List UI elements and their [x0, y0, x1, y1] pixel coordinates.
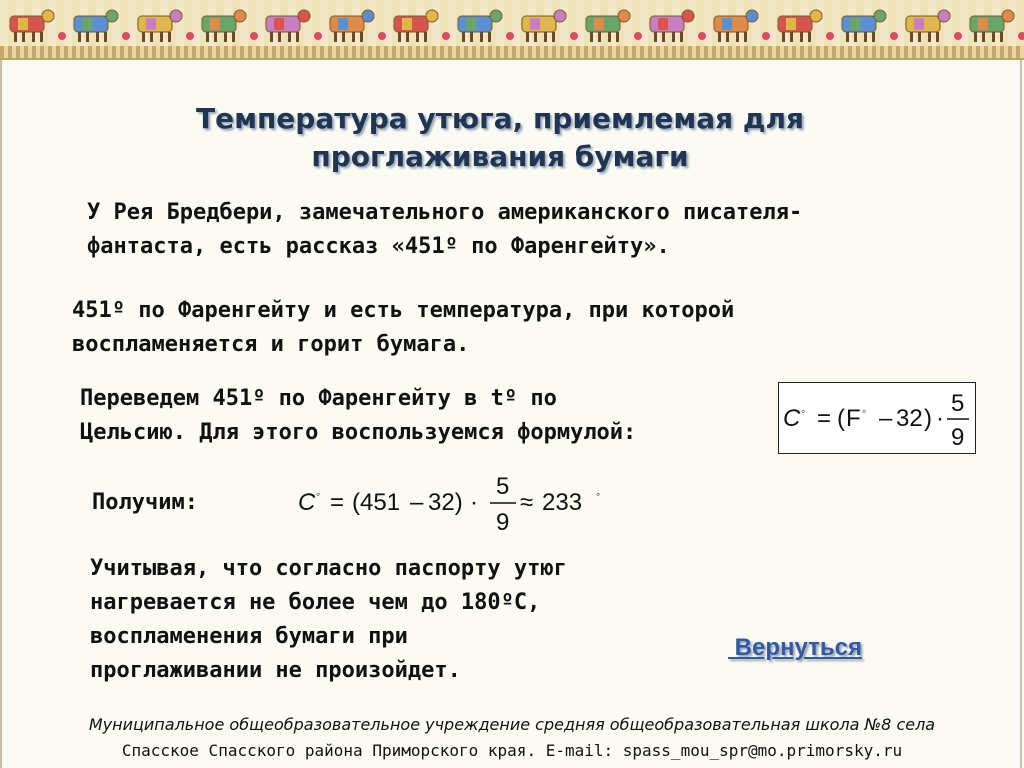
- footer: [0, 712, 1024, 764]
- result-approx: ≈: [520, 489, 534, 516]
- animal-motif: [202, 10, 258, 42]
- animal-motif: [138, 10, 194, 42]
- animal-motif: [330, 10, 386, 42]
- result-label: Получим:: [92, 490, 198, 515]
- animal-motif: [970, 10, 1024, 42]
- return-link[interactable]: Вернуться: [728, 634, 863, 661]
- paragraph-line: Учитывая, что согласно паспорту утюг: [90, 556, 567, 581]
- formula-dot: ·: [936, 405, 944, 432]
- footer-line-2: Спасское Спасского района Приморского края. E-mail: spass_mou_spr@mo.primorsky.ru: [121, 741, 903, 760]
- animal-motif: [586, 10, 642, 42]
- result-open: (451: [352, 489, 401, 516]
- animal-motif: [458, 10, 514, 42]
- result-formula: [296, 466, 616, 542]
- animal-motif: [266, 10, 322, 42]
- footer-line-1: Муниципальное общеобразовательное учреждение средняя общеобразовательная школа №8 села: [88, 715, 936, 734]
- conversion-formula-box: [778, 382, 976, 454]
- decorative-top-border: [0, 0, 1024, 60]
- slide-title: [120, 100, 880, 176]
- paragraph-conclusion: [90, 552, 690, 688]
- decorative-edge-strip: [0, 46, 1024, 58]
- paragraph-conversion: [80, 382, 780, 450]
- animal-motif: [650, 10, 706, 42]
- animal-motif: [906, 10, 962, 42]
- formula-open: (: [837, 405, 845, 432]
- paragraph-line: Переведем 451º по Фаренгейту в tº по: [80, 386, 557, 411]
- formula-32: 32: [896, 405, 923, 432]
- decorative-animal-pattern-icon: [0, 6, 1024, 46]
- result-minus: –: [410, 489, 424, 516]
- paragraph-line: воспламенения бумаги при: [90, 624, 408, 649]
- animal-motif: [778, 10, 834, 42]
- result-c: C: [298, 489, 316, 516]
- paragraph-line: воспламеняется и горит бумага.: [72, 332, 470, 357]
- title-line-1: Температура утюга, приемлемая для: [195, 102, 804, 135]
- animal-motif: [522, 10, 578, 42]
- paragraph-ignition: [72, 294, 892, 362]
- result-degree-2: ◦: [596, 487, 601, 501]
- paragraph-line: нагревается не более чем до 180ºС,: [90, 590, 541, 615]
- result-degree: ◦: [316, 487, 321, 501]
- formula-close: ): [924, 405, 932, 432]
- formula-c: C: [783, 405, 801, 432]
- paragraph-line: 451º по Фаренгейту и есть температура, при которой: [72, 298, 735, 323]
- paragraph-line: У Рея Бредбери, замечательного американского писателя-: [87, 200, 803, 225]
- paragraph-line: фантаста, есть рассказ «451º по Фаренгейту».: [87, 234, 670, 259]
- result-value: 233: [542, 489, 583, 516]
- paragraph-bradbury: [87, 196, 947, 264]
- conversion-formula: [779, 383, 975, 453]
- animal-motif: [714, 10, 770, 42]
- result-equals: =: [330, 489, 345, 516]
- formula-numerator: 5: [951, 390, 965, 417]
- result-32: 32): [428, 489, 463, 516]
- result-denominator: 9: [496, 509, 510, 536]
- paragraph-line: Цельсию. Для этого воспользуемся формулой:: [80, 420, 637, 445]
- formula-minus: –: [879, 405, 893, 432]
- result-dot: ·: [470, 489, 478, 516]
- title-line-2: проглаживания бумаги: [311, 140, 689, 173]
- formula-degree-f: ◦: [862, 404, 867, 418]
- paragraph-line: проглаживании не произойдет.: [90, 658, 461, 683]
- result-numerator: 5: [496, 473, 510, 500]
- formula-degree: ◦: [801, 404, 806, 418]
- formula-equals: =: [817, 405, 832, 432]
- formula-f: F: [846, 405, 861, 432]
- animal-motif: [394, 10, 450, 42]
- animal-motif: [842, 10, 898, 42]
- formula-denominator: 9: [951, 424, 965, 451]
- animal-motif: [10, 10, 66, 42]
- animal-motif: [74, 10, 130, 42]
